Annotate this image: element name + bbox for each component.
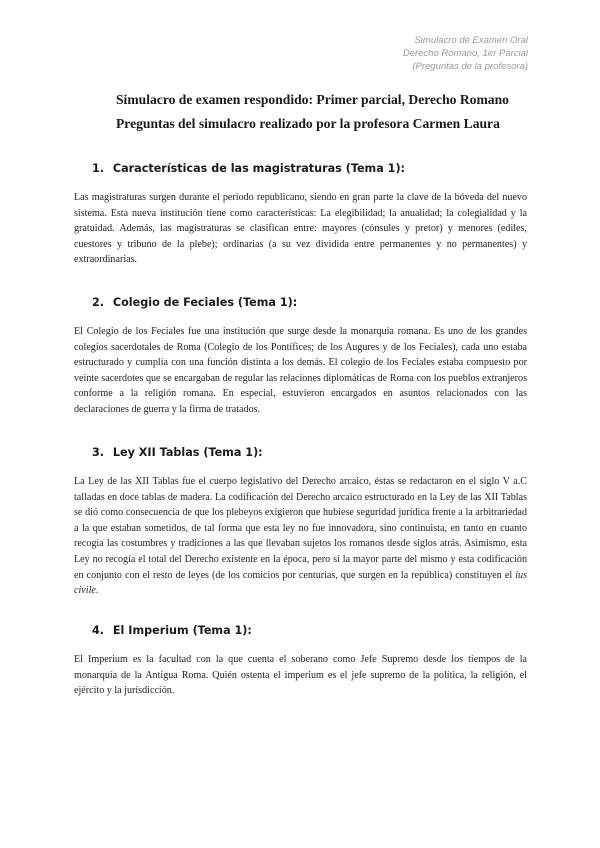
header-line-1: Simulacro de Examen Oral <box>414 35 528 46</box>
header-note <box>403 34 528 73</box>
section-body-1: Las magistraturas surgen durante el periodo republicano, siendo en gran parte la clave de la bóveda del nuevo sistema. Esta nueva institución tiene como características: La elegibilidad; la anualidad; la colegialidad y la gratuidad. Además, las magistraturas se clasifican entre: mayores (cónsules y pretor) y menores (ediles, cuestores y tribuno de la plebe); ordinarias (a su vez dividida entre permanentes y no permanentes) y extraordinarias. <box>74 192 527 266</box>
section-heading-text: Características de las magistraturas (Tema 1): <box>112 162 406 175</box>
section-number: 4. <box>92 624 105 637</box>
section-body-text: La Ley de las XII Tablas fue el cuerpo legislativo del Derecho arcaico, éstas se redactaron en el siglo V a.C talladas en doce tablas de madera. La codificación del Derecho arcaico estructurado en la Ley de las XII Tablas se dió como consecuencia de que los plebeyos exigieron que hubiese seguridad jurídica frente a la arbitrariedad a la que estaban sometidos, de tal forma que esta ley no fue innovadora, sino continuista, en tanto en cuanto recogía las costumbres y tradiciones a las que llevaban sujetos los romanos desde siglos atrás. Asimismo, esta Ley no recogía el total del Derecho existente en la época, pero sí la mayor parte del mismo y esta codificación en conjunto con el resto de leyes (de los comicios por centurias, que surgen en la república) constituyen el <box>74 476 527 581</box>
section-body-4: El Imperium es la facultad con la que cuenta el soberano como Jefe Supremo desde los tiempos de la monarquía de la Antigua Roma. Quién ostenta el imperium es el jefe supremo de la política, la religión, el ejército y la jurisdicción. <box>74 654 527 697</box>
section-body-italic: ius civile <box>74 569 527 597</box>
section-number: 1. <box>92 162 105 175</box>
header-line-3: (Preguntas de la profesora) <box>412 61 528 72</box>
section-body-3 <box>74 474 527 599</box>
header-line-2: Derecho Romano, 1er Parcial <box>402 48 528 59</box>
section-heading-3 <box>92 446 263 459</box>
section-number: 3. <box>92 446 105 459</box>
section-heading-2 <box>92 296 297 309</box>
section-body-2: El Colegio de los Feciales fue una institución que surge desde la monarquía romana. Es uno de los grandes colegios sacerdotales de Roma (Colegio de los Pontífices; de los Augures y de los Feciales), cada uno estaba estructurado y cumplía con una función distinta a los demás. El colegio de los Feciales estaba compuesto por veinte sacerdotes que se encargaban de regular las relaciones diplomáticas de Roma con los pueblos extranjeros conforme a la religión romana. En especial, estuvieron encargados en asuntos relacionados con las declaraciones de guerra y la firma de tratados. <box>74 326 527 415</box>
document-subtitle: Preguntas del simulacro realizado por la profesora Carmen Laura <box>116 116 500 131</box>
document-titles <box>116 88 546 136</box>
document-title: Simulacro de examen respondido: Primer parcial, Derecho Romano <box>116 92 509 107</box>
section-heading-4 <box>92 624 252 637</box>
section-heading-text: Ley XII Tablas (Tema 1): <box>112 446 263 459</box>
section-heading-text: El Imperium (Tema 1): <box>112 624 252 637</box>
section-number: 2. <box>92 296 105 309</box>
section-body-end: . <box>95 585 99 597</box>
section-heading-1 <box>92 162 405 175</box>
section-heading-text: Colegio de Feciales (Tema 1): <box>112 296 298 309</box>
